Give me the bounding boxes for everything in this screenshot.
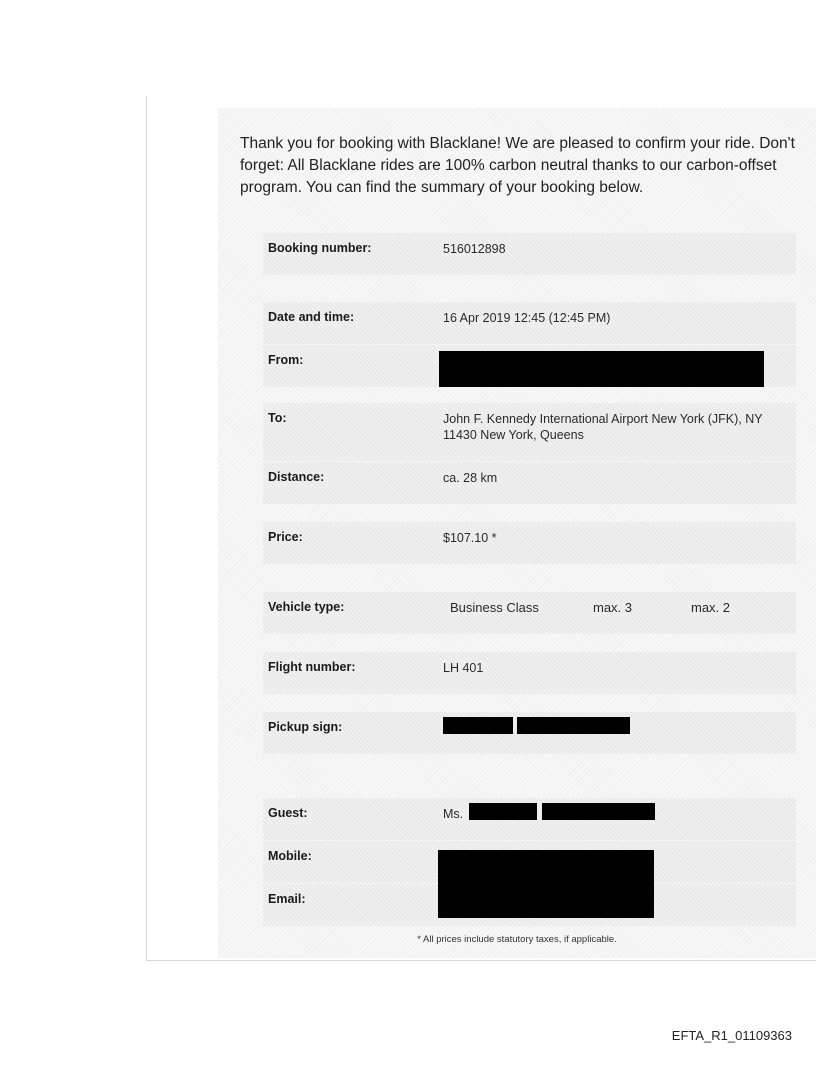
row-guest [263,798,796,840]
price-value: $107.10 * [443,531,497,545]
redaction-block [517,717,630,734]
vehicle-class: Business Class [450,600,539,615]
guest-title: Ms. [443,807,464,821]
row-distance [263,462,796,504]
redaction-block [443,717,513,734]
guest-label: Guest: [268,806,308,820]
bates-number: EFTA_R1_01109363 [671,1028,792,1043]
vehicle-max-passengers: max. 3 [593,600,633,615]
row-flight-number [263,652,796,694]
row-pickup-sign [263,712,796,754]
row-vehicle-type [263,592,796,634]
vehicle-type-label: Vehicle type: [268,600,345,614]
price-footnote: * All prices include statutory taxes, if applicable. [417,934,617,945]
intro-paragraph: Thank you for booking with Blacklane! We are pleased to confirm your ride. Don't forget: All Blacklane rides are 100% carbon neutral thanks to our carbon-offset program. You can find the summary of your booking below. [240,135,795,196]
redaction-block [439,351,764,387]
row-date-time [263,302,796,344]
date-time-label: Date and time: [268,310,355,324]
redaction-block [542,803,655,820]
mobile-label: Mobile: [268,849,312,863]
redaction-block [438,850,654,918]
distance-label: Distance: [268,470,325,484]
row-price [263,522,796,564]
price-label: Price: [268,530,303,544]
booking-number-value: 516012898 [443,242,506,256]
vehicle-max-luggage: max. 2 [691,600,731,615]
to-value: John F. Kennedy International Airport New York (JFK), NY 11430 New York, Queens [443,412,763,442]
from-label: From: [268,353,304,367]
distance-value: ca. 28 km [443,471,498,485]
to-label: To: [268,411,287,425]
flight-number-value: LH 401 [443,661,484,675]
date-time-value: 16 Apr 2019 12:45 (12:45 PM) [443,311,611,325]
redaction-block [469,803,537,820]
flight-number-label: Flight number: [268,660,356,674]
email-label: Email: [268,892,306,906]
row-booking-number [263,233,796,275]
row-from [263,345,796,387]
pickup-sign-label: Pickup sign: [268,720,343,734]
row-to [263,403,796,461]
booking-number-label: Booking number: [268,241,372,255]
